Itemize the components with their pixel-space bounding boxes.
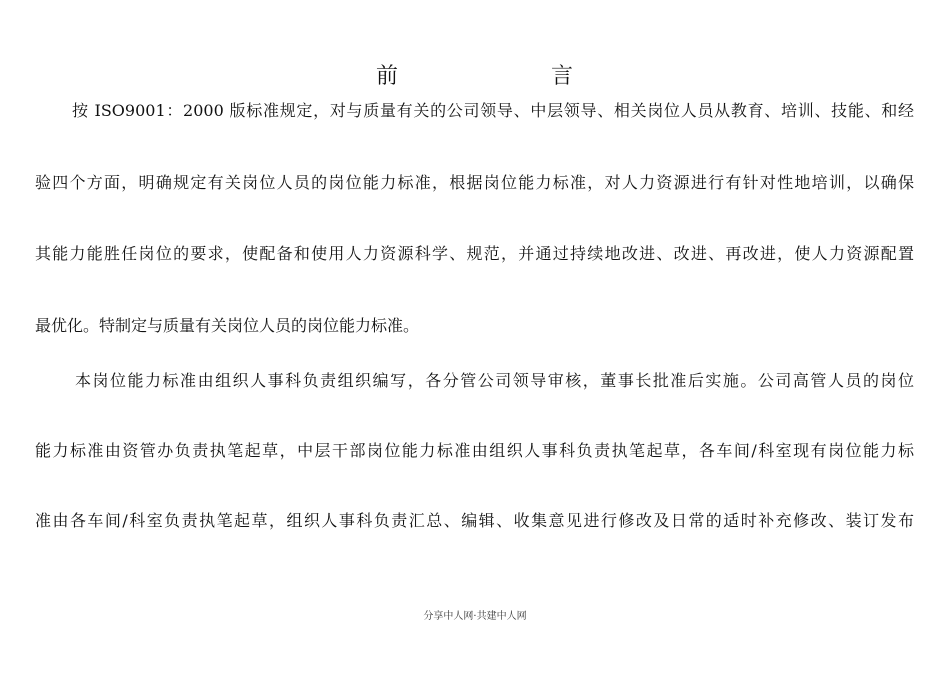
paragraph-2-line-3: 准由各车间/科室负责执笔起草，组织人事科负责汇总、编辑、收集意见进行修改及日常的适时补充修改、装订发布 [35, 511, 914, 530]
page-footer: 分享中人网·共建中人网 [423, 611, 527, 622]
title-char-1: 前 [376, 64, 399, 89]
paragraph-2-line-2: 能力标准由资管办负责执笔起草，中层干部岗位能力标准由组织人事科负责执笔起草，各车间/科室现有岗位能力标 [35, 441, 914, 460]
paragraph-2-line-1: 本岗位能力标准由组织人事科负责组织编写，各分管公司领导审核，董事长批准后实施。公司高管人员的岗位 [75, 371, 914, 390]
paragraph-1-line-4: 最优化。特制定与质量有关岗位人员的岗位能力标准。 [35, 316, 420, 335]
paragraph-1-line-2: 验四个方面，明确规定有关岗位人员的岗位能力标准，根据岗位能力标准，对人力资源进行有针对性地培训，以确保 [35, 173, 914, 192]
paragraph-1-line-3: 其能力能胜任岗位的要求，使配备和使用人力资源科学、规范，并通过持续地改进、改进、再改进，使人力资源配置 [35, 244, 914, 263]
paragraph-1-line-1: 按 ISO9001：2000 版标准规定，对与质量有关的公司领导、中层领导、相关岗位人员从教育、培训、技能、和经 [72, 101, 914, 120]
title-char-2: 言 [551, 64, 574, 89]
